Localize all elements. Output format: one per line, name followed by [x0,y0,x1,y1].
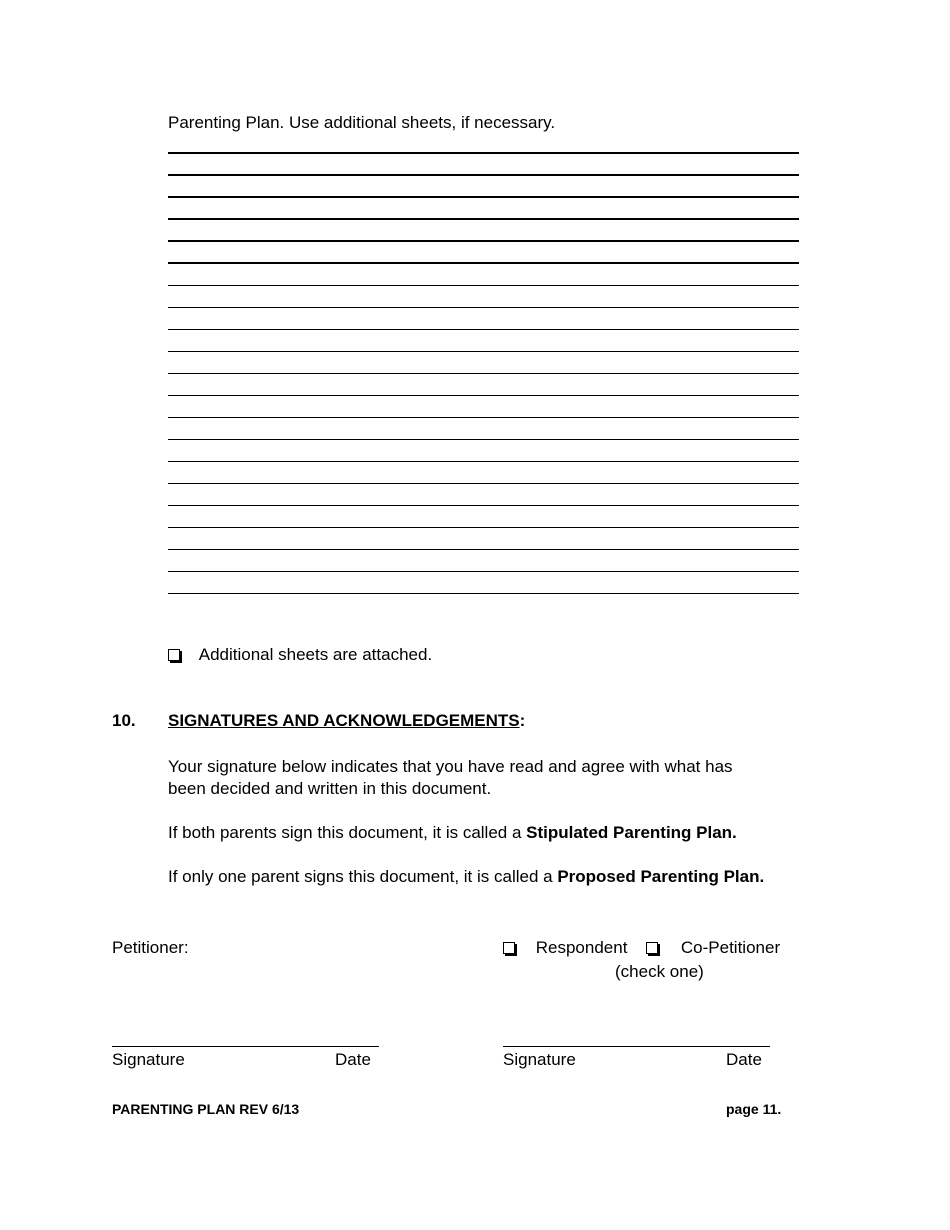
respondent-signature-line[interactable] [503,1046,770,1047]
petitioner-date-label: Date [335,1050,371,1069]
writing-line [168,373,799,374]
proposed-plan-prefix: If only one parent signs this document, it is called a [168,867,558,886]
acknowledgement-line-2: been decided and written in this document. [168,779,492,798]
footer-page-number: page 11. [726,1101,782,1117]
writing-line [168,218,799,220]
writing-line [168,527,799,528]
writing-line [168,351,799,352]
section-title-colon: : [519,711,526,730]
petitioner-signature-line[interactable] [112,1046,379,1047]
writing-line [168,439,799,440]
respondent-signature-label: Signature [503,1050,576,1069]
stipulated-plan-text [168,823,737,843]
writing-line [168,505,799,506]
writing-line [168,196,799,198]
respondent-checkbox[interactable] [503,942,515,954]
respondent-date-label: Date [726,1050,762,1069]
respondent-label: Respondent [535,938,628,957]
section-title-text: SIGNATURES AND ACKNOWLEDGEMENTS [168,711,520,730]
writing-line [168,461,799,462]
writing-line [168,483,799,484]
writing-line [168,593,799,594]
stipulated-plan-prefix: If both parents sign this document, it is called a [168,823,527,842]
writing-line [168,395,799,396]
section-number: 10. [112,711,136,730]
proposed-plan-text [168,867,764,887]
writing-line [168,262,799,264]
writing-line [168,307,799,308]
additional-sheets-label: Additional sheets are attached. [198,645,433,664]
additional-sheets-row [168,645,432,665]
co-petitioner-checkbox[interactable] [646,942,658,954]
additional-sheets-checkbox[interactable] [168,649,180,661]
writing-line [168,417,799,418]
acknowledgement-line-1: Your signature below indicates that you have read and agree with what has [168,757,733,776]
writing-line [168,549,799,550]
writing-line [168,329,799,330]
footer-form-name: PARENTING PLAN REV 6/13 [112,1101,300,1117]
writing-line [168,571,799,572]
co-petitioner-label: Co-Petitioner [680,938,781,957]
party-type-options [503,938,780,958]
writing-line [168,285,799,286]
writing-line [168,174,799,176]
writing-line [168,152,799,154]
intro-text: Parenting Plan. Use additional sheets, if necessary. [168,113,556,132]
section-title [168,711,525,731]
writing-line [168,240,799,242]
check-one-note: (check one) [615,962,704,981]
stipulated-plan-term: Stipulated Parenting Plan. [526,823,737,842]
petitioner-signature-label: Signature [112,1050,185,1069]
proposed-plan-term: Proposed Parenting Plan. [557,867,765,886]
petitioner-label: Petitioner: [112,938,189,957]
